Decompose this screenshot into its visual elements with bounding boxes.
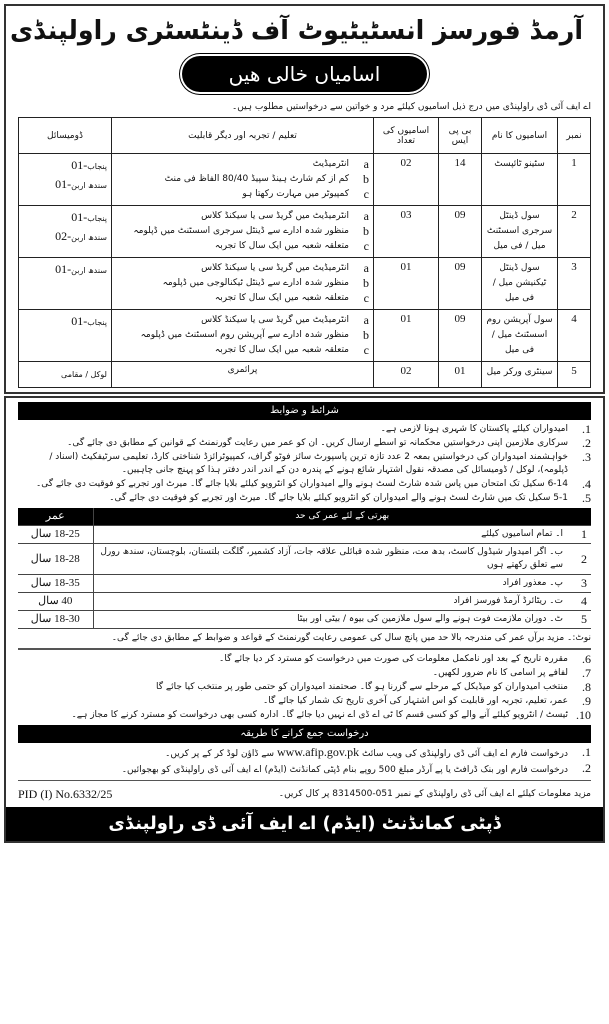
qualifications: پرائمری (112, 362, 374, 388)
bps: 01 (439, 362, 482, 388)
qualifications (112, 258, 374, 310)
table-header (19, 118, 591, 154)
domicile-item: سندھ اربن-01 (55, 177, 107, 191)
col-post-name: اسامیوں کا نام (482, 118, 558, 154)
row-number: 5 (558, 362, 591, 388)
qualifications (112, 310, 374, 362)
domicile-item: سندھ اربن-02 (55, 229, 107, 243)
table-row (19, 154, 591, 206)
post-count: 02 (374, 362, 439, 388)
list-item: 9. عمر، تعلیم، تجربہ اور قابلیت کو اس اشتہار کی آخری تاریخ تک شمار کیا جائے گا۔ (263, 694, 591, 708)
qualifications (112, 206, 374, 258)
institute-title: آرمڈ فورسز انسٹیٹیوٹ آف ڈینٹسٹری راولپنڈی (10, 16, 584, 46)
apply-list (18, 746, 591, 777)
domicile-item: پنجاب-01 (71, 314, 107, 328)
domicile (19, 310, 112, 362)
col-bps: بی پی ایس (439, 118, 482, 154)
table-row (19, 310, 591, 362)
list-item: 6. مقررہ تاریخ کے بعد اور نامکمل معلومات کی صورت میں درخواست کو مسترد کر دیا جائے گا۔ (219, 652, 591, 666)
pid-number: PID (I) No.6332/25 (18, 787, 113, 801)
qualification-item: b منظور شدہ ادارے سے آپریشن روم اسسٹنٹ میں ڈپلومہ (140, 328, 369, 342)
table-row (19, 258, 591, 310)
footer-signatory: ڈپٹی کمانڈنٹ (ایڈم) اے ایف آئی ڈی راولپنڈی (6, 807, 603, 841)
terms-heading: شرائط و ضوابط (18, 402, 591, 420)
list-item: 1. درخواست فارم اے ایف آئی ڈی راولپنڈی کی ویب سائٹ www.afip.gov.pk سے ڈاؤن لوڈ کر کے پر کریں۔ (165, 745, 591, 759)
divider (18, 780, 591, 781)
qualification-item: c کمپیوٹر میں مہارت رکھتا ہو (242, 187, 369, 201)
age-header: عمر (18, 508, 93, 526)
bottom-section (4, 396, 605, 843)
institute-title-wrapper (10, 12, 591, 50)
age-row: 5 ٹ۔ دوران ملازمت فوت ہونے والے سول ملازمین کی بیوہ / بیٹی اور بیٹا 18-30 سال (18, 611, 591, 629)
age-row: 2 ب۔ اگر امیدوار شیڈول کاسٹ، بدھ مت، منظور شدہ قبائلی علاقہ جات، آزاد کشمیر، گلگت بلتستان، بلوچستان، سندھ رورل سے تعلق رکھتے ہوں 18-28 سال (18, 544, 591, 575)
vacancies-banner: اسامیاں خالی ھیں (182, 56, 427, 92)
domicile (19, 362, 112, 388)
domicile (19, 258, 112, 310)
age-note: نوٹ:۔ مزید برآں عمر کی مندرجہ بالا حد میں پانچ سال کی عمومی رعایت گورنمنٹ کے قواعد و ضوابط کے مطابق دی جائے گی۔ (18, 629, 591, 650)
domicile-item: سندھ اربن-01 (55, 262, 107, 276)
qualification-item: a انٹرمیڈیٹ (312, 157, 369, 171)
bps: 09 (439, 310, 482, 362)
bps: 09 (439, 258, 482, 310)
contact-info: مزید معلومات کیلئے اے ایف آئی ڈی راولپنڈی کے نمبر 051-8314500 پر کال کریں۔ (278, 789, 591, 799)
qualification-item: a انٹرمیڈیٹ میں گریڈ سی یا سیکنڈ کلاس (201, 313, 369, 327)
post-name: سول آپریشن روم اسسٹنٹ میل / فی میل (482, 310, 558, 362)
row-number: 4 (558, 310, 591, 362)
table-row (19, 206, 591, 258)
qualification-item: a انٹرمیڈیٹ میں گریڈ سی یا سیکنڈ کلاس (201, 209, 369, 223)
domicile (19, 154, 112, 206)
col-domicile: ڈومیسائل (19, 118, 112, 154)
age-row: 3 پ۔ معذور افراد 18-35 سال (18, 575, 591, 593)
table-row (19, 362, 591, 388)
bps: 14 (439, 154, 482, 206)
qualification-item: c متعلقہ شعبہ میں ایک سال کا تجربہ (214, 239, 369, 253)
qualification-item: b منظور شدہ ادارے سے ڈینٹل سرجری اسسٹنٹ میں ڈپلومہ (133, 224, 369, 238)
list-item: 8. منتخب امیدواران کو میڈیکل کے مرحلے سے گزرنا ہو گا۔ صحتمند امیدواران کو حتمی طور پر منتخب کیا جائے گا (155, 680, 591, 694)
list-item: 7. لفافے پر اسامی کا نام ضرور لکھیں۔ (432, 666, 591, 680)
domicile-item: پنجاب-01 (71, 210, 107, 224)
age-row: 4 ت۔ ریٹائرڈ آرمڈ فورسز افراد 40 سال (18, 593, 591, 611)
list-item: 5. 5-1 سکیل تک میں شارٹ لسٹ ہونے والے امیدواران کو انٹرویو کیلئے بلایا جائے گا۔ میرٹ اور تجربے کو فوقیت دی جائے گی۔ (109, 491, 591, 505)
col-count: اسامیوں کی تعداد (374, 118, 439, 154)
qualification-item: c متعلقہ شعبہ میں ایک سال کا تجربہ (214, 291, 369, 305)
contact-row (18, 784, 591, 807)
intro-text: اے ایف آئی ڈی راولپنڈی میں درج ذیل اسامیوں کیلئے مرد و خواتین سے درخواستیں مطلوب ہیں۔ (231, 102, 591, 112)
list-item: 1. امیدواران کیلئے پاکستان کا شہری ہونا لازمی ہے۔ (380, 422, 591, 436)
domicile-item: لوکل / مقامی (61, 370, 107, 379)
col-number: نمبر (558, 118, 591, 154)
post-count: 03 (374, 206, 439, 258)
domicile (19, 206, 112, 258)
list-item: 2. سرکاری ملازمین اپنی درخواستیں محکمانہ تو اسطے ارسال کریں۔ ان کو عمر میں رعایت گورنمنٹ کے قوانین کے مطابق دی جائے گی۔ (67, 436, 591, 450)
row-number: 1 (558, 154, 591, 206)
domicile-item: پنجاب-01 (71, 158, 107, 172)
list-item: 2. درخواست فارم اور بنک ڈرافٹ یا پے آرڈر مبلغ 500 روپے بنام ڈپٹی کمانڈنٹ (ایڈم) اے ایف آئی ڈی راولپنڈی کو بھجوائیں۔ (121, 761, 591, 775)
post-name: سول ڈینٹل سرجری اسسٹنٹ میل / فی میل (482, 206, 558, 258)
top-section (4, 4, 605, 394)
post-name: سینٹری ورکر میل (482, 362, 558, 388)
qualification-item: b منظور شدہ ادارے سے ڈینٹل ٹیکنالوجی میں ڈپلومہ (162, 276, 369, 290)
age-row: 1 ا۔ تمام اسامیوں کیلئے 18-25 سال (18, 526, 591, 544)
col-qualification: تعلیم / تجربہ اور دیگر قابلیت (112, 118, 374, 154)
list-item: 3. خواہشمند امیدواران کی درخواستیں بمعہ 2 عدد تازہ ترین پاسپورٹ سائز فوٹو گراف، کمپیوٹرائزڈ شناختی کارڈ، تعلیمی سرٹیفکیٹ (اسناد / ڈپلومہ)، لوکل / ڈومیسائل کی مصدقہ نقول اشتہار شائع ہونے کے پندرہ دن کے اندر اندر دفتر ہذا کو پہنچ جانی چاہییں۔ (49, 450, 591, 475)
qualification-item: c متعلقہ شعبہ میں ایک سال کا تجربہ (214, 343, 369, 357)
website-link[interactable]: www.afip.gov.pk (276, 745, 360, 759)
bps: 09 (439, 206, 482, 258)
terms-list-2 (18, 653, 591, 722)
terms-list (18, 423, 591, 505)
jobs-table (18, 117, 591, 388)
row-number: 2 (558, 206, 591, 258)
list-item: 4. 6-14 سکیل تک امتحان میں پاس شدہ شارٹ لسٹ ہونے والے امیدواران کو انٹرویو کیلئے بلایا جائے گا۔ میرٹ اور تجربے کو فوقیت دی جائے گی۔ (35, 477, 591, 491)
post-name: سٹینو ٹائپسٹ (482, 154, 558, 206)
post-count: 01 (374, 310, 439, 362)
age-table-title: بھرتی کے لئے عمر کی حد (93, 508, 591, 526)
apply-heading: درخواست جمع کرانے کا طریقہ (18, 725, 591, 743)
qualification-item: b کم از کم شارٹ ہینڈ سپیڈ 80/40 الفاظ فی منٹ (164, 172, 369, 186)
post-count: 02 (374, 154, 439, 206)
post-count: 01 (374, 258, 439, 310)
qualifications (112, 154, 374, 206)
row-number: 3 (558, 258, 591, 310)
age-limit-table (18, 508, 591, 629)
qualification-item: a انٹرمیڈیٹ میں گریڈ سی یا سیکنڈ کلاس (201, 261, 369, 275)
list-item: 10. ٹیسٹ / انٹرویو کیلئے آنے والے کو کسی قسم کا ٹی اے ڈی اے نہیں دیا جائے گا۔ ادارہ کسی بھی درخواست کو مسترد کرنے کا مجاز ہے۔ (71, 708, 591, 722)
post-name: سول ڈینٹل ٹیکنیشن میل / فی میل (482, 258, 558, 310)
